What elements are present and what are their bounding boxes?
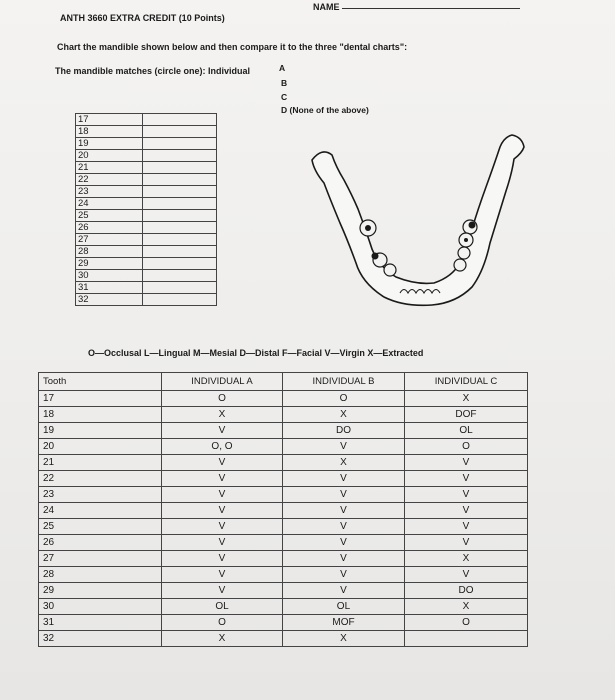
option-d: D (None of the above) — [281, 105, 369, 115]
table-row — [39, 455, 528, 471]
individual-c-cell: V — [404, 567, 527, 583]
header-individual-a: INDIVIDUAL A — [162, 373, 283, 391]
name-line — [342, 8, 520, 9]
individual-b-cell: MOF — [282, 615, 404, 631]
individual-c-cell: DO — [404, 583, 527, 599]
individual-b-cell: OL — [282, 599, 404, 615]
tooth-cell: 18 — [39, 407, 162, 423]
course-title: ANTH 3660 EXTRA CREDIT (10 Points) — [60, 13, 225, 23]
table-row — [39, 551, 528, 567]
dental-comparison-table — [38, 372, 528, 647]
table-row — [39, 471, 528, 487]
individual-a-cell: V — [162, 423, 283, 439]
tooth-cell: 21 — [39, 455, 162, 471]
individual-c-cell: X — [404, 391, 527, 407]
individual-a-cell: O, O — [162, 439, 283, 455]
tooth-number: 17 — [76, 114, 143, 126]
tooth-number: 26 — [76, 222, 143, 234]
header-tooth: Tooth — [39, 373, 162, 391]
blank-entry-cell[interactable] — [143, 162, 217, 174]
tooth-cell: 24 — [39, 503, 162, 519]
option-c: C — [281, 92, 288, 102]
tooth-number: 23 — [76, 186, 143, 198]
individual-a-cell: V — [162, 583, 283, 599]
table-row — [76, 234, 217, 246]
individual-b-cell: O — [282, 391, 404, 407]
tooth-number: 21 — [76, 162, 143, 174]
table-row — [39, 439, 528, 455]
tooth-number: 29 — [76, 258, 143, 270]
table-row — [76, 198, 217, 210]
name-label: NAME — [313, 2, 340, 12]
individual-a-cell: V — [162, 535, 283, 551]
header-individual-c: INDIVIDUAL C — [404, 373, 527, 391]
blank-entry-cell[interactable] — [143, 186, 217, 198]
table-row — [39, 519, 528, 535]
table-row — [76, 210, 217, 222]
individual-c-cell: V — [404, 471, 527, 487]
individual-a-cell: V — [162, 567, 283, 583]
individual-b-cell: V — [282, 583, 404, 599]
tooth-number: 22 — [76, 174, 143, 186]
individual-a-cell: V — [162, 503, 283, 519]
table-row — [39, 599, 528, 615]
table-row — [76, 294, 217, 306]
individual-b-cell: X — [282, 407, 404, 423]
individual-a-cell: V — [162, 519, 283, 535]
table-row — [39, 631, 528, 647]
individual-c-cell: V — [404, 455, 527, 471]
blank-entry-cell[interactable] — [143, 270, 217, 282]
tooth-cell: 32 — [39, 631, 162, 647]
individual-c-cell: DOF — [404, 407, 527, 423]
table-row — [39, 615, 528, 631]
tooth-cell: 29 — [39, 583, 162, 599]
tooth-number: 30 — [76, 270, 143, 282]
tooth-number: 28 — [76, 246, 143, 258]
tooth-cell: 20 — [39, 439, 162, 455]
blank-entry-cell[interactable] — [143, 126, 217, 138]
table-row — [76, 186, 217, 198]
blank-entry-cell[interactable] — [143, 174, 217, 186]
tooth-cell: 19 — [39, 423, 162, 439]
tooth-cell: 28 — [39, 567, 162, 583]
tooth-number: 27 — [76, 234, 143, 246]
tooth-cell: 23 — [39, 487, 162, 503]
legend: O—Occlusal L—Lingual M—Mesial D—Distal F—Facial V—Virgin X—Extracted — [88, 348, 424, 358]
individual-a-cell: X — [162, 631, 283, 647]
blank-entry-cell[interactable] — [143, 282, 217, 294]
table-row — [39, 583, 528, 599]
option-a: A — [279, 63, 286, 73]
table-row — [76, 114, 217, 126]
individual-b-cell: V — [282, 535, 404, 551]
table-row — [39, 487, 528, 503]
individual-a-cell: V — [162, 487, 283, 503]
tooth-number: 24 — [76, 198, 143, 210]
tooth-cell: 26 — [39, 535, 162, 551]
blank-entry-cell[interactable] — [143, 258, 217, 270]
individual-b-cell: V — [282, 519, 404, 535]
header-individual-b: INDIVIDUAL B — [282, 373, 404, 391]
tooth-cell: 22 — [39, 471, 162, 487]
tooth-number: 18 — [76, 126, 143, 138]
individual-b-cell: DO — [282, 423, 404, 439]
individual-c-cell: O — [404, 615, 527, 631]
table-row — [39, 535, 528, 551]
individual-c-cell: V — [404, 535, 527, 551]
table-row — [39, 407, 528, 423]
individual-a-cell: X — [162, 407, 283, 423]
blank-entry-cell[interactable] — [143, 114, 217, 126]
mandible-drawing — [300, 125, 540, 315]
table-row — [39, 391, 528, 407]
blank-entry-cell[interactable] — [143, 198, 217, 210]
individual-a-cell: O — [162, 615, 283, 631]
individual-b-cell: V — [282, 487, 404, 503]
blank-dental-chart — [75, 113, 217, 306]
tooth-number: 19 — [76, 138, 143, 150]
tooth-number: 32 — [76, 294, 143, 306]
individual-b-cell: V — [282, 551, 404, 567]
individual-c-cell — [404, 631, 527, 647]
option-b: B — [281, 78, 288, 88]
individual-b-cell: V — [282, 471, 404, 487]
table-row — [76, 222, 217, 234]
individual-c-cell: V — [404, 487, 527, 503]
individual-a-cell: V — [162, 455, 283, 471]
table-row — [76, 126, 217, 138]
instruction-line-1: Chart the mandible shown below and then compare it to the three "dental charts": — [57, 42, 408, 52]
tooth-cell: 27 — [39, 551, 162, 567]
table-row — [76, 150, 217, 162]
blank-entry-cell[interactable] — [143, 150, 217, 162]
blank-entry-cell[interactable] — [143, 246, 217, 258]
table-row — [39, 567, 528, 583]
table-row — [76, 174, 217, 186]
tooth-number: 25 — [76, 210, 143, 222]
table-header-row — [39, 373, 528, 391]
individual-a-cell: OL — [162, 599, 283, 615]
instruction-line-2: The mandible matches (circle one): Individual — [55, 66, 251, 76]
individual-b-cell: X — [282, 631, 404, 647]
table-row — [76, 162, 217, 174]
blank-entry-cell[interactable] — [143, 210, 217, 222]
table-row — [76, 258, 217, 270]
table-row — [76, 246, 217, 258]
blank-entry-cell[interactable] — [143, 294, 217, 306]
individual-b-cell: X — [282, 455, 404, 471]
blank-entry-cell[interactable] — [143, 138, 217, 150]
table-row — [39, 423, 528, 439]
individual-c-cell: V — [404, 519, 527, 535]
table-row — [39, 503, 528, 519]
blank-entry-cell[interactable] — [143, 234, 217, 246]
tooth-cell: 17 — [39, 391, 162, 407]
individual-c-cell: X — [404, 551, 527, 567]
individual-b-cell: V — [282, 439, 404, 455]
tooth-cell: 25 — [39, 519, 162, 535]
table-row — [76, 270, 217, 282]
individual-c-cell: OL — [404, 423, 527, 439]
individual-a-cell: V — [162, 471, 283, 487]
individual-c-cell: X — [404, 599, 527, 615]
individual-c-cell: V — [404, 503, 527, 519]
individual-b-cell: V — [282, 567, 404, 583]
individual-a-cell: O — [162, 391, 283, 407]
tooth-number: 20 — [76, 150, 143, 162]
tooth-cell: 31 — [39, 615, 162, 631]
individual-c-cell: O — [404, 439, 527, 455]
blank-entry-cell[interactable] — [143, 222, 217, 234]
table-row — [76, 138, 217, 150]
individual-b-cell: V — [282, 503, 404, 519]
table-row — [76, 282, 217, 294]
individual-a-cell: V — [162, 551, 283, 567]
tooth-cell: 30 — [39, 599, 162, 615]
tooth-number: 31 — [76, 282, 143, 294]
